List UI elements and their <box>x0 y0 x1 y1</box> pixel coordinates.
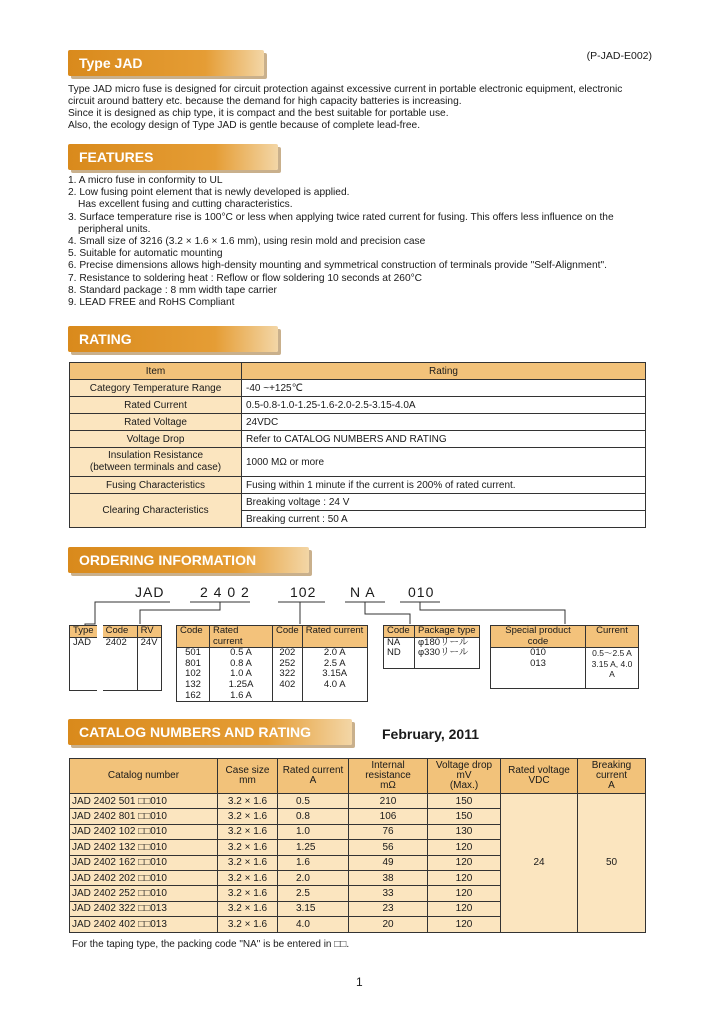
code-value: 162 <box>185 689 201 701</box>
value-cell: -40 ~+125℃ <box>242 380 646 397</box>
table-row <box>70 477 646 494</box>
value-cell: 1000 MΩ or more <box>242 448 646 477</box>
catalog-number-cell: JAD 2402 132 □□010 <box>70 840 218 855</box>
section-rating: RATING <box>68 326 278 352</box>
header-cell: Package type <box>415 626 480 638</box>
code-value: NA <box>387 636 401 648</box>
document-date: February, 2011 <box>382 726 480 742</box>
feature-item: Has excellent fusing and cutting characteristics. <box>78 199 293 211</box>
code-value: 252 <box>279 657 296 669</box>
voltage-drop-cell: 150 <box>428 809 501 824</box>
value-cell: 24VDC <box>242 414 646 431</box>
code-cell <box>177 648 210 702</box>
table-row <box>70 637 162 690</box>
code-value: 801 <box>185 657 201 669</box>
intro-paragraph <box>68 84 668 132</box>
current-value: 1.0 A <box>230 668 252 680</box>
special-code-table <box>490 625 639 689</box>
table-row <box>70 397 646 414</box>
header-cell: Item <box>70 363 242 380</box>
header-cell: Voltage drop mV (Max.) <box>428 759 501 794</box>
voltage-drop-cell: 120 <box>428 901 501 916</box>
code-value: 501 <box>185 647 201 659</box>
header-cell: RV <box>137 626 161 638</box>
current-value: 0.5～2.5 A <box>592 648 632 659</box>
catalog-footnote: For the taping type, the packing code "NA" is be entered in □□. <box>72 939 350 950</box>
header-cell: Catalog number <box>70 759 218 794</box>
code-value: 402 <box>279 678 296 690</box>
code-value: 132 <box>185 678 201 690</box>
voltage-drop-cell: 120 <box>428 840 501 855</box>
doc-code: (P-JAD-E002) <box>586 50 652 62</box>
rating-table <box>69 362 646 528</box>
code-cell <box>273 648 303 702</box>
voltage-drop-cell: 150 <box>428 794 501 809</box>
code-value: ND <box>387 647 401 659</box>
package-code-table <box>383 625 480 669</box>
voltage-drop-cell: 120 <box>428 886 501 901</box>
table-header-row <box>384 626 480 638</box>
code-value: 013 <box>530 657 546 669</box>
value-cell: Breaking current : 50 A <box>242 511 646 528</box>
item-cell: Category Temperature Range <box>70 380 242 397</box>
header-cell: Code <box>384 626 415 638</box>
code-cell <box>384 637 415 668</box>
table-row <box>70 431 646 448</box>
feature-item: 1. A micro fuse in conformity to UL <box>68 175 223 186</box>
table-row <box>70 794 646 809</box>
resistance-cell: 56 <box>349 840 428 855</box>
current-cell <box>302 648 367 702</box>
case-size-cell: 3.2 × 1.6 <box>218 855 278 870</box>
rated-current-cell: 0.5 <box>278 794 349 809</box>
feature-item: 8. Standard package : 8 mm width tape carrier <box>68 284 277 296</box>
section-type-jad: Type JAD <box>68 50 264 76</box>
table-row <box>384 637 480 668</box>
header-cell: Code <box>177 626 210 648</box>
current-value: 1.25A <box>228 678 254 690</box>
catalog-number-cell: JAD 2402 801 □□010 <box>70 809 218 824</box>
code-part-current: 102 <box>290 584 317 600</box>
header-cell: Rated voltage VDC <box>501 759 578 794</box>
catalog-number-cell: JAD 2402 252 □□010 <box>70 886 218 901</box>
page-number: 1 <box>356 975 363 989</box>
case-size-cell: 3.2 × 1.6 <box>218 840 278 855</box>
resistance-cell: 49 <box>349 855 428 870</box>
catalog-table <box>69 758 646 933</box>
table-row <box>70 414 646 431</box>
features-list <box>68 175 668 309</box>
current-value: 0.5 A <box>230 647 252 659</box>
package-cell <box>415 637 480 668</box>
catalog-number-cell: JAD 2402 202 □□010 <box>70 870 218 885</box>
table-row <box>70 494 646 511</box>
table-row <box>70 448 646 477</box>
feature-item: 5. Suitable for automatic mounting <box>68 248 223 260</box>
value-cell: Breaking voltage : 24 V <box>242 494 646 511</box>
feature-item: 3. Surface temperature rise is 100°C or less when applying twice rated current for fusing. This offers less influence on the <box>68 211 614 223</box>
item-label: Insulation Resistance <box>107 450 204 461</box>
code-part-size: 2 4 0 2 <box>200 584 250 600</box>
rated-current-cell: 1.0 <box>278 824 349 839</box>
resistance-cell: 38 <box>349 870 428 885</box>
case-size-cell: 3.2 × 1.6 <box>218 824 278 839</box>
table-header-row <box>70 363 646 380</box>
case-size-cell: 3.2 × 1.6 <box>218 870 278 885</box>
case-size-cell: 3.2 × 1.6 <box>218 886 278 901</box>
item-cell: Voltage Drop <box>70 431 242 448</box>
case-size-cell: 3.2 × 1.6 <box>218 794 278 809</box>
code-value: 202 <box>279 647 296 659</box>
code-value: 322 <box>279 668 296 680</box>
current-value: 3.15 A, 4.0 A <box>591 658 633 680</box>
voltage-drop-cell: 120 <box>428 855 501 870</box>
resistance-cell: 76 <box>349 824 428 839</box>
intro-line: circuit around battery etc. because the demand for high capacity batteries is increasing. <box>68 96 462 107</box>
resistance-cell: 33 <box>349 886 428 901</box>
header-cell: Rated current A <box>278 759 349 794</box>
voltage-drop-cell: 120 <box>428 917 501 932</box>
feature-item: 6. Precise dimensions allows high-density mounting and symmetrical construction of terminals provide "Self-Alignment". <box>68 260 607 272</box>
breaking-current-cell: 50 <box>578 794 646 933</box>
catalog-number-cell: JAD 2402 162 □□010 <box>70 855 218 870</box>
value-cell: 0.5-0.8-1.0-1.25-1.6-2.0-2.5-3.15-4.0A <box>242 397 646 414</box>
catalog-number-cell: JAD 2402 402 □□013 <box>70 917 218 932</box>
item-cell: Fusing Characteristics <box>70 477 242 494</box>
current-value: 1.6 A <box>230 689 252 701</box>
section-ordering: ORDERING INFORMATION <box>68 547 309 573</box>
header-cell: Rated current <box>210 626 273 648</box>
header-cell: Code <box>100 626 138 638</box>
rated-voltage-cell: 24 <box>501 794 578 933</box>
item-cell: Clearing Characteristics <box>70 494 242 528</box>
rated-current-cell: 0.8 <box>278 809 349 824</box>
rated-current-cell: 1.25 <box>278 840 349 855</box>
table-row <box>70 380 646 397</box>
table-row <box>491 648 639 689</box>
table-header-row <box>177 626 368 648</box>
header-cell: Rated current <box>302 626 367 648</box>
code-value: 010 <box>530 647 546 659</box>
item-cell: Rated Current <box>70 397 242 414</box>
catalog-number-cell: JAD 2402 501 □□010 <box>70 794 218 809</box>
table-header-row <box>70 626 162 638</box>
current-cell <box>586 648 639 689</box>
cell: 2402 <box>100 637 138 690</box>
value-cell: Refer to CATALOG NUMBERS AND RATING <box>242 431 646 448</box>
package-value: φ180リール <box>418 636 469 648</box>
intro-line: Since it is designed as chip type, it is compact and the best suitable for portable use. <box>68 108 449 119</box>
case-size-cell: 3.2 × 1.6 <box>218 809 278 824</box>
type-code-table <box>69 625 162 691</box>
header-cell: Special product code <box>491 626 586 648</box>
code-part-special: 010 <box>408 584 435 600</box>
case-size-cell: 3.2 × 1.6 <box>218 901 278 916</box>
current-value: 0.8 A <box>230 657 252 669</box>
rated-current-cell: 2.0 <box>278 870 349 885</box>
header-cell: Rating <box>242 363 646 380</box>
section-catalog: CATALOG NUMBERS AND RATING <box>68 719 352 745</box>
current-code-table <box>176 625 368 702</box>
intro-line: Type JAD micro fuse is designed for circuit protection against excessive current in portable electronic equipment, electronic <box>68 84 623 95</box>
header-cell: Current <box>586 626 639 648</box>
current-value: 2.0 A <box>323 647 346 659</box>
item-sublabel: (between terminals and case) <box>89 462 222 473</box>
code-part-package: N A <box>350 584 376 600</box>
current-value: 3.15A <box>322 668 348 680</box>
item-cell: Rated Voltage <box>70 414 242 431</box>
resistance-cell: 210 <box>349 794 428 809</box>
voltage-drop-cell: 130 <box>428 824 501 839</box>
table-header-row <box>70 759 646 794</box>
rated-current-cell: 3.15 <box>278 901 349 916</box>
cell: JAD <box>70 637 100 690</box>
code-value: 102 <box>185 668 201 680</box>
current-value: 2.5 A <box>323 657 346 669</box>
current-cell <box>210 648 273 702</box>
rated-current-cell: 4.0 <box>278 917 349 932</box>
feature-item: peripheral units. <box>78 223 151 235</box>
feature-item: 2. Low fusing point element that is newly developed is applied. <box>68 187 350 199</box>
intro-line: Also, the ecology design of Type JAD is gentle because of complete lead-free. <box>68 120 421 131</box>
package-value: φ330リール <box>418 647 469 659</box>
catalog-number-cell: JAD 2402 322 □□013 <box>70 901 218 916</box>
feature-item: 7. Resistance to soldering heat : Reflow or flow soldering 10 seconds at 260°C <box>68 272 423 284</box>
cell: 24V <box>137 637 161 690</box>
header-cell: Type <box>70 626 100 638</box>
catalog-number-cell: JAD 2402 102 □□010 <box>70 824 218 839</box>
feature-item: 4. Small size of 3216 (3.2 × 1.6 × 1.6 mm), using resin mold and precision case <box>68 236 426 248</box>
table-row <box>177 648 368 702</box>
resistance-cell: 20 <box>349 917 428 932</box>
rated-current-cell: 2.5 <box>278 886 349 901</box>
resistance-cell: 106 <box>349 809 428 824</box>
header-cell: Case size mm <box>218 759 278 794</box>
code-cell <box>491 648 586 689</box>
current-value: 4.0 A <box>323 678 346 690</box>
rated-current-cell: 1.6 <box>278 855 349 870</box>
item-cell <box>70 448 242 477</box>
header-cell: Breaking current A <box>578 759 646 794</box>
section-features: FEATURES <box>68 144 278 170</box>
feature-item: 9. LEAD FREE and RoHS Compliant <box>68 297 235 309</box>
case-size-cell: 3.2 × 1.6 <box>218 917 278 932</box>
value-cell: Fusing within 1 minute if the current is 200% of rated current. <box>242 477 646 494</box>
resistance-cell: 23 <box>349 901 428 916</box>
header-cell: Code <box>273 626 303 648</box>
header-cell: Internal resistance mΩ <box>349 759 428 794</box>
voltage-drop-cell: 120 <box>428 870 501 885</box>
table-header-row <box>491 626 639 648</box>
code-part-series: JAD <box>135 584 165 600</box>
